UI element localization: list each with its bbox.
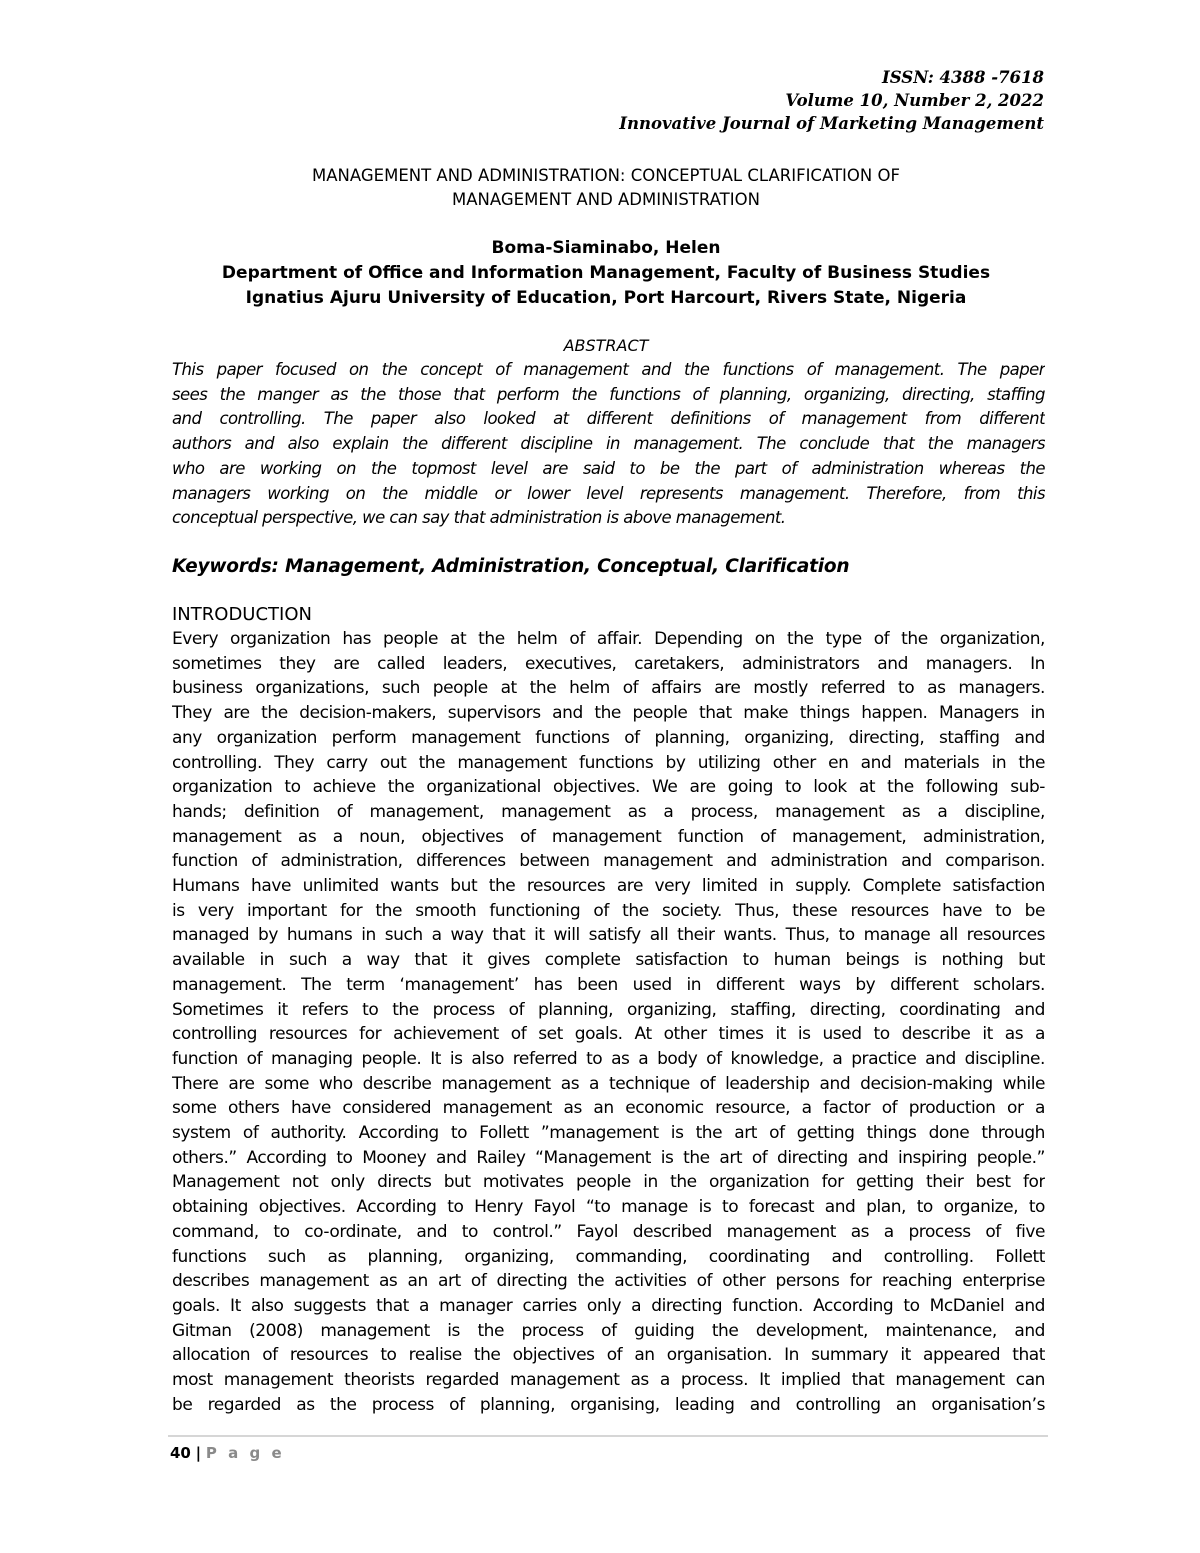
- page-number: 40: [170, 1444, 191, 1462]
- intro-line: functions such as planning, organizing, commanding, coordinating and controlling. Follett: [172, 1246, 1045, 1267]
- intro-line: obtaining objectives. According to Henry Fayol “to manage is to forecast and plan, to organize, to: [172, 1197, 1045, 1218]
- intro-line: Management not only directs but motivates people in the organization for getting their best for: [172, 1172, 1045, 1193]
- intro-line: management. The term ‘management’ has been used in different ways by different scholars.: [172, 974, 1045, 995]
- paper-title: [170, 164, 1042, 212]
- intro-line: There are some who describe management as a technique of leadership and decision-making while: [172, 1073, 1045, 1094]
- intro-line: controlling resources for achievement of set goals. At other times it is used to describe it as a: [172, 1024, 1045, 1045]
- introduction-heading: INTRODUCTION: [172, 604, 312, 625]
- intro-line: describes management as an art of directing the activities of other persons for reaching enterprise: [172, 1271, 1045, 1292]
- abstract-line: sees the manger as the those that perform the functions of planning, organizing, directing, staffing: [172, 384, 1045, 404]
- title-line: MANAGEMENT AND ADMINISTRATION: [452, 190, 760, 209]
- intro-line: command, to co-ordinate, and to control.” Fayol described management as a process of five: [172, 1221, 1045, 1242]
- intro-line: function of managing people. It is also referred to as a body of knowledge, a practice and discipline.: [172, 1048, 1045, 1069]
- intro-line: function of administration, differences between management and administration and comparison.: [172, 851, 1045, 872]
- issn: ISSN: 4388 -7618: [882, 68, 1044, 87]
- abstract-body: [172, 358, 1045, 531]
- keywords: Keywords: Management, Administration, Conceptual, Clarification: [172, 556, 850, 577]
- abstract-line: authors and also explain the different discipline in management. The conclude that the managers: [172, 434, 1045, 454]
- journal-name: Innovative Journal of Marketing Management: [619, 114, 1044, 133]
- author-department: Department of Office and Information Management, Faculty of Business Studies: [221, 263, 991, 283]
- abstract-line: conceptual perspective, we can say that administration is above management.: [172, 508, 786, 528]
- intro-line: Sometimes it refers to the process of planning, organizing, staffing, directing, coordinating and: [172, 999, 1045, 1020]
- footer-separator: |: [195, 1444, 202, 1462]
- abstract-line: managers working on the middle or lower level represents management. Therefore, from this: [172, 483, 1045, 503]
- page-footer: [170, 1442, 285, 1464]
- intro-line: Gitman (2008) management is the process of guiding the development, maintenance, and: [172, 1320, 1045, 1341]
- abstract-line: and controlling. The paper also looked at different definitions of management from different: [172, 409, 1045, 429]
- abstract-line: who are working on the topmost level are said to be the part of administration whereas the: [172, 458, 1045, 478]
- introduction-body: [172, 627, 1045, 1418]
- intro-line: sometimes they are called leaders, executives, caretakers, administrators and managers. In: [172, 653, 1045, 674]
- intro-line: others.” According to Mooney and Railey “Management is the art of directing and inspiring people.”: [172, 1147, 1045, 1168]
- author-name: Boma-Siaminabo, Helen: [491, 238, 721, 258]
- title-line: MANAGEMENT AND ADMINISTRATION: CONCEPTUAL CLARIFICATION OF: [312, 166, 900, 185]
- page-label: P a g e: [205, 1444, 285, 1462]
- intro-line: They are the decision-makers, supervisors and the people that make things happen. Managers in: [172, 703, 1045, 724]
- intro-line: allocation of resources to realise the objectives of an organisation. In summary it appeared that: [172, 1345, 1045, 1366]
- intro-line: most management theorists regarded management as a process. It implied that management can: [172, 1370, 1045, 1391]
- intro-line: management as a noun, objectives of management function of management, administration,: [172, 826, 1045, 847]
- intro-line: managed by humans in such a way that it will satisfy all their wants. Thus, to manage all resources: [172, 925, 1045, 946]
- intro-line: be regarded as the process of planning, organising, leading and controlling an organisation’s: [172, 1394, 1045, 1415]
- intro-line: goals. It also suggests that a manager carries only a directing function. According to McDaniel and: [172, 1295, 1045, 1316]
- volume-number: Volume 10, Number 2, 2022: [785, 91, 1044, 110]
- intro-line: any organization perform management functions of planning, organizing, directing, staffing and: [172, 727, 1045, 748]
- intro-line: controlling. They carry out the management functions by utilizing other en and materials in the: [172, 752, 1045, 773]
- author-block: [150, 236, 1062, 311]
- intro-line: available in such a way that it gives complete satisfaction to human beings is nothing but: [172, 950, 1045, 971]
- abstract-line: This paper focused on the concept of management and the functions of management. The paper: [172, 360, 1045, 379]
- intro-line: Every organization has people at the helm of affair. Depending on the type of the organization,: [172, 629, 1045, 649]
- intro-line: system of authority. According to Follett ”management is the art of getting things done through: [172, 1123, 1045, 1144]
- footer-divider: [168, 1435, 1048, 1437]
- intro-line: business organizations, such people at the helm of affairs are mostly referred to as managers.: [172, 678, 1045, 699]
- intro-line: organization to achieve the organizational objectives. We are going to look at the following sub-: [172, 777, 1045, 798]
- intro-line: is very important for the smooth functioning of the society. Thus, these resources have to be: [172, 900, 1045, 921]
- intro-line: hands; definition of management, management as a process, management as a discipline,: [172, 801, 1045, 822]
- abstract-heading: ABSTRACT: [563, 336, 649, 355]
- intro-line: some others have considered management as an economic resource, a factor of production or a: [172, 1098, 1045, 1119]
- author-university: Ignatius Ajuru University of Education, Port Harcourt, Rivers State, Nigeria: [245, 288, 967, 308]
- journal-header: [619, 66, 1044, 135]
- intro-line: Humans have unlimited wants but the resources are very limited in supply. Complete satisfaction: [172, 876, 1045, 897]
